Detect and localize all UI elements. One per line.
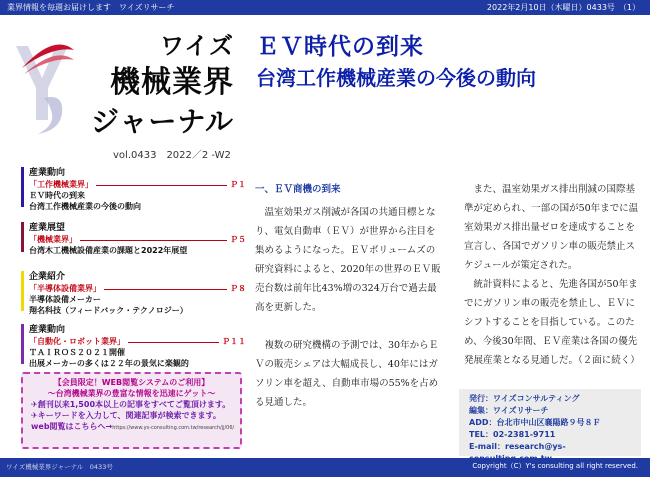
promo-title: 【会員限定！WEB閲覧システムのご利用】 xyxy=(53,378,210,387)
toc-tag-row: 「自動化・ロボット業界」 Ｐ１１ xyxy=(29,337,246,346)
toc-line: ＥＶ時代の到来 xyxy=(29,191,85,200)
article-subtitle: 一、ＥＶ商機の到来 xyxy=(255,184,341,195)
article-paragraph: 温室効果ガス削減が各国の共通目標となり、電気自動車（ＥＶ）が世界から注目を集めるようになった。ＥＶボリュームズの研究資料によると、2020年の世界のＥＶ販売台数は前年比43%増の324万台で過去最高を更新した。 xyxy=(255,207,441,313)
article-column-2 xyxy=(464,180,640,370)
toc-line: 台湾工作機械産業の今後の動向 xyxy=(29,202,141,211)
toc-color-bar xyxy=(21,167,24,207)
publisher-line: 発行：ワイズコンサルティング xyxy=(469,394,580,403)
toc-item-1[interactable] xyxy=(21,167,246,211)
member-promo-box xyxy=(21,372,242,449)
article-paragraph: 複数の研究機構の予測では、30年からＥＶの販売シェアは大幅成長し、40年にはガソリン車を超え、自動車市場の55%を占める見通した。 xyxy=(255,340,439,408)
brand-line-2: 機械業界 xyxy=(110,65,234,100)
article-paragraph: 統計資料によると、先進各国が50年までにガソリン車の販売を禁止し、ＥＶにシフトすることを目指している。このため、今後30年間、ＥＶ産業は各国の優先発展産業となる見通しだ。（２面に続く） xyxy=(464,279,640,366)
toc-tag-row: 「機械業界」 Ｐ５ xyxy=(29,235,246,244)
top-banner xyxy=(0,0,650,15)
editor-line: 編集：ワイズリサーチ xyxy=(469,406,549,415)
toc-line: 出展メーカーの多くは２２年の景気に楽観的 xyxy=(29,359,189,368)
toc-line: 台湾木工機械設備産業の課題と2022年展望 xyxy=(29,246,188,255)
toc-tag-row: 「半導体設備業界」 Ｐ８ xyxy=(29,284,246,293)
brand-line-3: ジャーナル xyxy=(90,105,234,138)
web-link[interactable]: web閲覧はこちらへ→https://www.ys-consulting.com.tw/research/jj/06/ xyxy=(31,422,235,431)
toc-item-2[interactable] xyxy=(21,222,246,255)
headline-main: ＥＶ時代の到来 xyxy=(256,34,424,60)
web-url: https://www.ys-consulting.com.tw/research/jj/06/ xyxy=(112,425,235,431)
footer-bar xyxy=(0,458,650,477)
copyright: Copyright（C）Y's consulting all right reserved. xyxy=(472,462,638,470)
issue-date: 2022年2月10日（木曜日）0433号 （1） xyxy=(486,3,640,12)
toc-line: ＴＡＩＲＯＳ２０２１開催 xyxy=(29,348,125,357)
toc-item-3[interactable] xyxy=(21,271,246,315)
toc-item-4[interactable] xyxy=(21,324,246,368)
email-link[interactable]: E-mail：research@ys- xyxy=(469,442,566,451)
toc-section: 産業展望 xyxy=(29,223,66,233)
toc-tag-row: 「工作機械業界」 Ｐ１ xyxy=(29,180,246,189)
toc-line: 翔名科技（フィードバック・テクノロジー） xyxy=(29,306,188,315)
article-paragraph: また、温室効果ガス排出削減の国際基準が定められ、一部の国が50年までに温室効果ガス排出量ゼロを達成することを宣言し、各国でガソリン車の販売禁止スケジュールが策定された。 xyxy=(464,184,639,271)
headline-sub: 台湾工作機械産業の今後の動向 xyxy=(256,66,536,90)
toc-section: 産業動向 xyxy=(29,325,66,335)
promo-subtitle: ～台湾機械業界の豊富な情報を迅速にゲット～ xyxy=(47,389,216,398)
toc-color-bar xyxy=(21,324,24,364)
volume-label: vol.0433 2022／2 -W2 xyxy=(113,150,231,161)
toc-line: 半導体設備メーカー xyxy=(29,295,101,304)
toc-color-bar xyxy=(21,222,24,252)
footer-title: ワイズ機械業界ジャーナル 0433号 xyxy=(6,463,113,471)
ys-logo-icon xyxy=(14,38,74,148)
promo-point: ✈創刊以来1,500本以上の記事をすべてご覧頂けます。 xyxy=(31,400,231,409)
toc-section: 産業動向 xyxy=(29,168,66,178)
phone-line: TEL：02-2381-9711 xyxy=(469,430,556,439)
tagline: 業界情報を毎週お届けします ワイズリサーチ xyxy=(7,3,175,12)
toc-color-bar xyxy=(21,271,24,311)
article-column-1 xyxy=(255,180,443,412)
brand-line-1: ワイズ xyxy=(159,32,234,60)
address-line: ADD：台北市中山区襄陽路９号８Ｆ xyxy=(469,418,601,427)
publisher-info xyxy=(459,389,641,456)
promo-point: ✈キーワードを入力して、関連記事が検索できます。 xyxy=(31,411,221,420)
toc-section: 企業紹介 xyxy=(29,272,66,282)
